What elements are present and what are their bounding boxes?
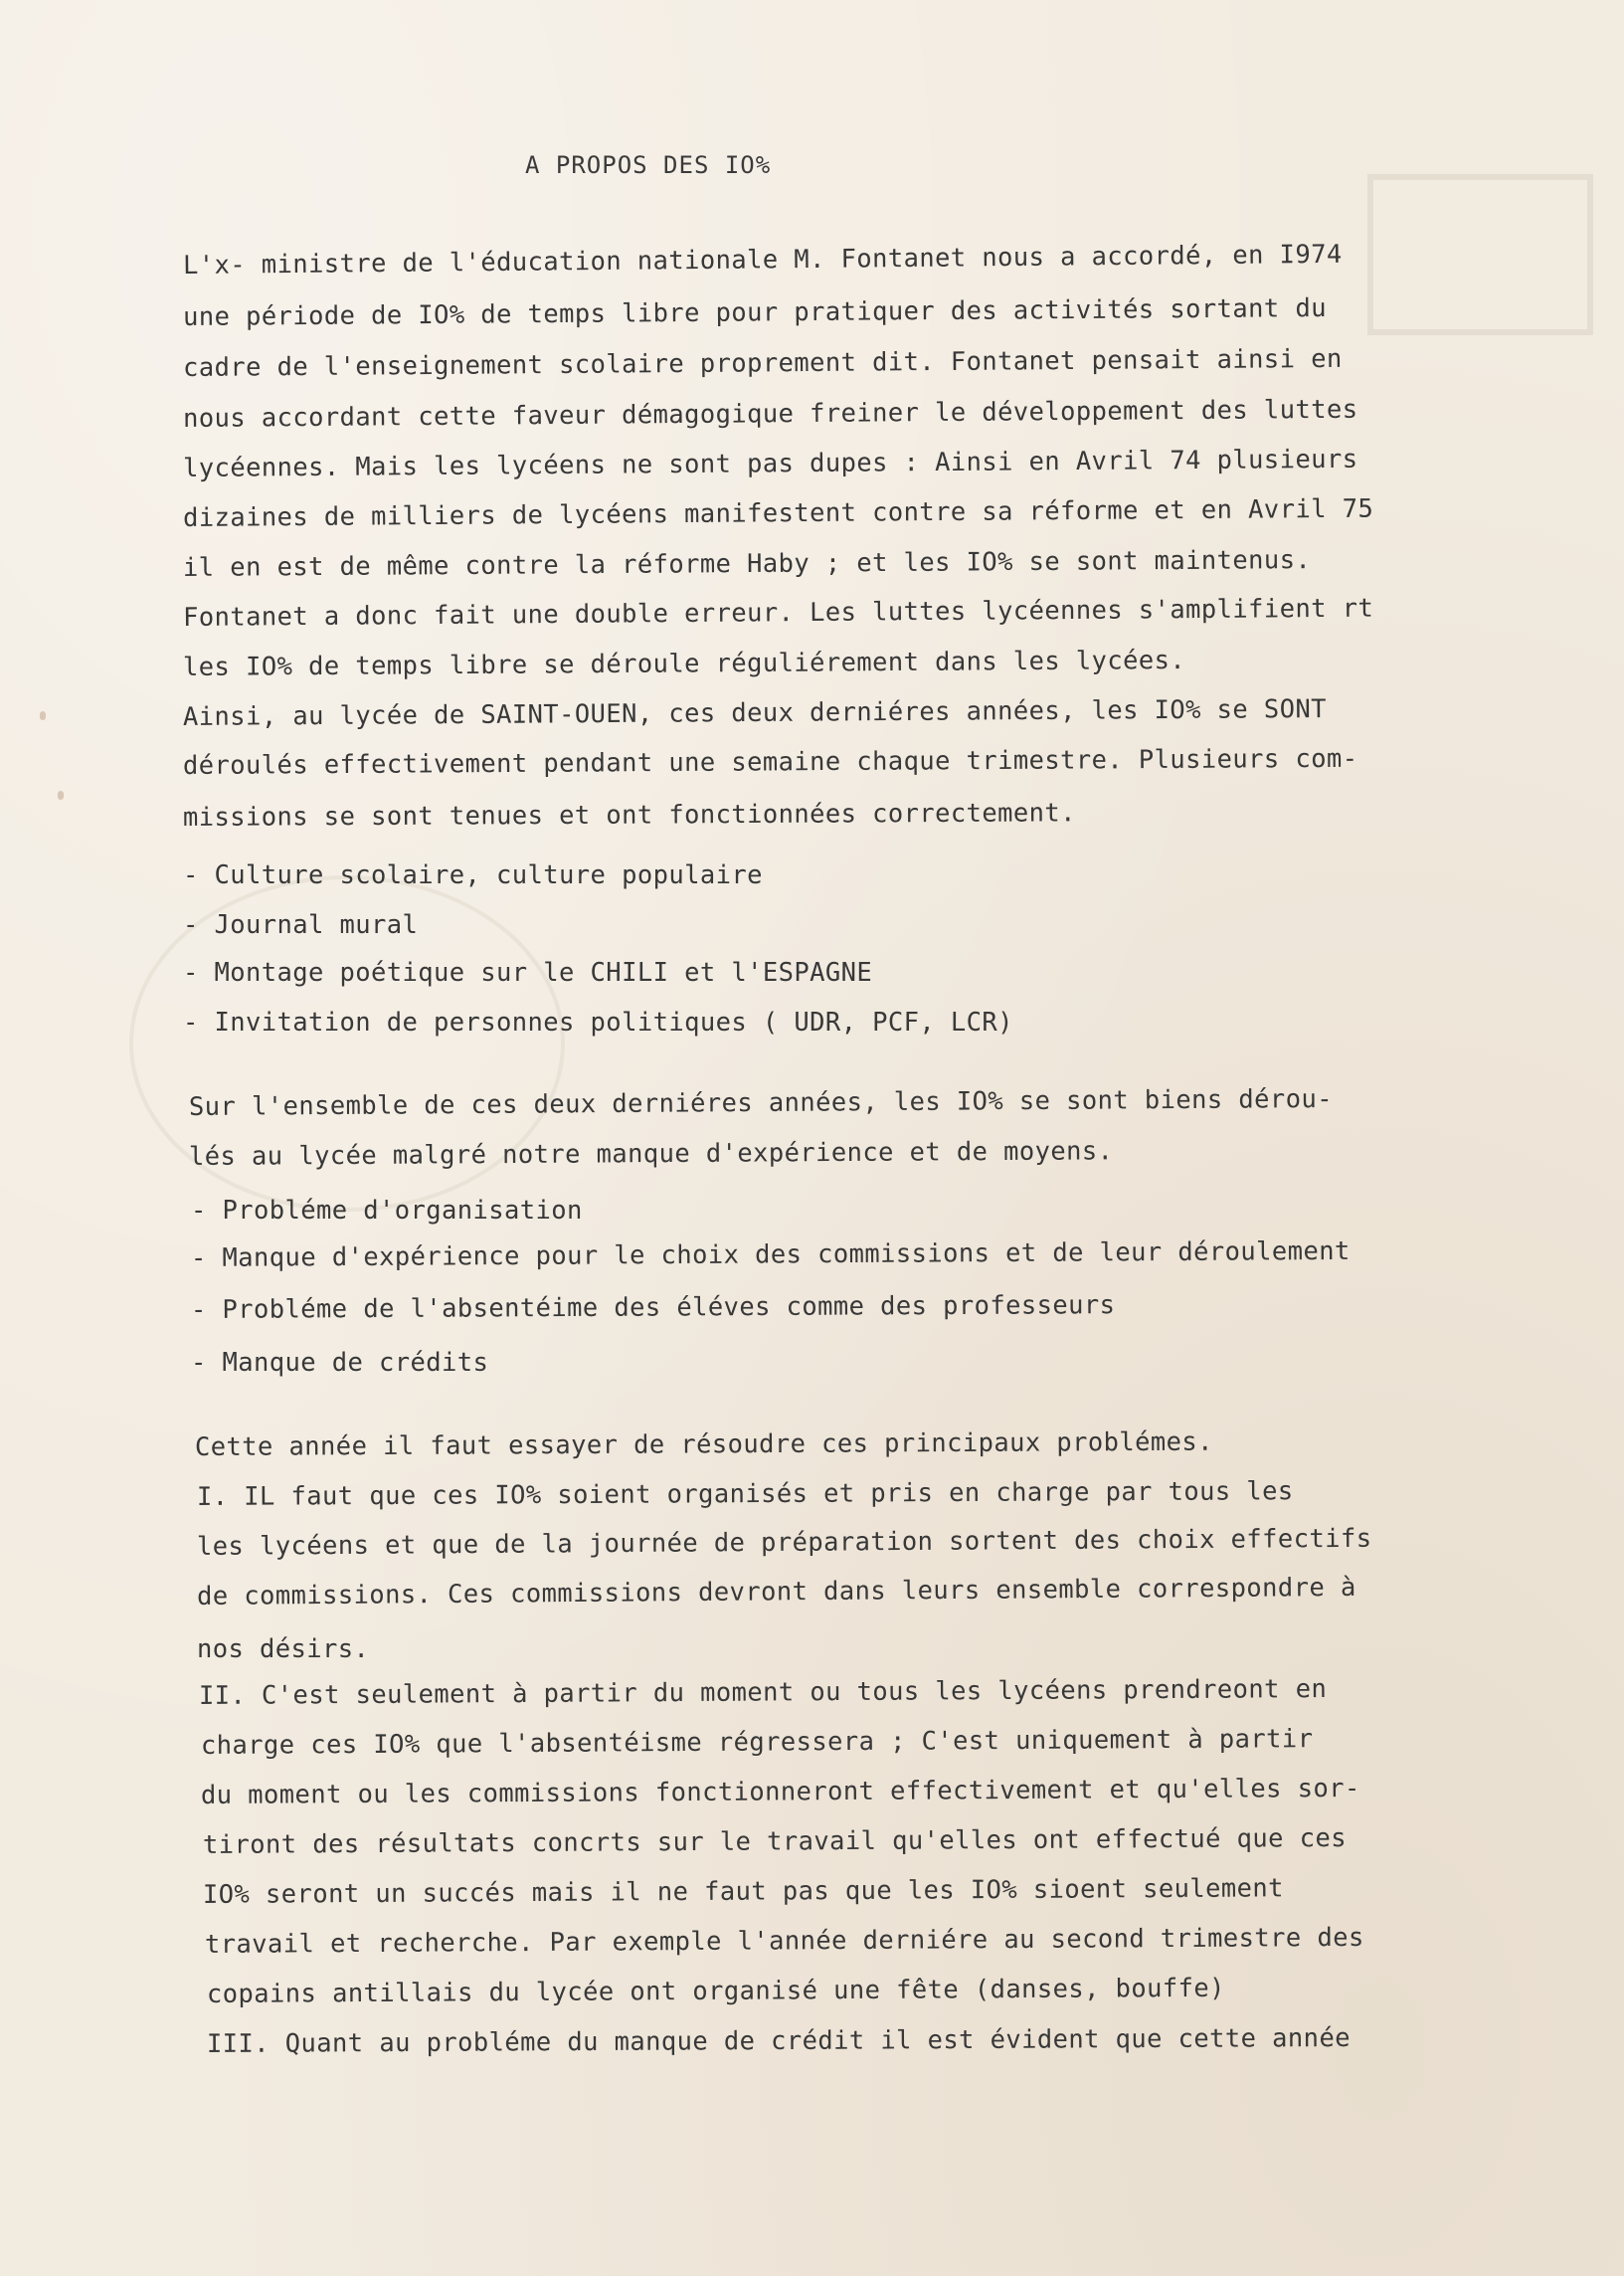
list-item: - Manque d'expérience pour le choix des commissions et de leur déroulement <box>190 1235 1351 1273</box>
text-line: Fontanet a donc fait une double erreur. Les luttes lycéennes s'amplifient rt <box>182 593 1374 633</box>
text-line: nos désirs. <box>197 1634 370 1664</box>
text-line: cadre de l'enseignement scolaire proprement dit. Fontanet pensait ainsi en <box>182 343 1343 383</box>
text-line: III. Quant au probléme du manque de crédit il est évident que cette année <box>206 2022 1351 2059</box>
text-line: les lycéens et que de la journée de préparation sortent des choix effectifs <box>196 1523 1372 1562</box>
list-item: - Invitation de personnes politiques ( UDR, PCF, LCR) <box>183 1008 1013 1038</box>
text-line: lés au lycée malgré notre manque d'expérience et de moyens. <box>188 1136 1114 1172</box>
text-line: nous accordant cette faveur démagogique freiner le développement des luttes <box>182 394 1358 434</box>
text-line: déroulés effectivement pendant une semaine chaque trimestre. Plusieurs com- <box>182 743 1358 781</box>
text-line: Ainsi, au lycée de SAINT-OUEN, ces deux derniéres années, les IO% se SONT <box>182 693 1327 732</box>
text-line: du moment ou les commissions fonctionneront effectivement et qu'elles sor- <box>200 1773 1360 1810</box>
list-item: - Culture scolaire, culture populaire <box>183 860 763 890</box>
text-line: Cette année il faut essayer de résoudre ces principaux problémes. <box>194 1426 1213 1462</box>
list-item: - Manque de crédits <box>191 1348 489 1378</box>
text-line: il en est de même contre la réforme Haby ; et les IO% se sont maintenus. <box>182 545 1312 583</box>
paper-mark <box>40 711 46 720</box>
list-item: - Probléme d'organisation <box>191 1196 583 1226</box>
text-line: II. C'est seulement à partir du moment ou tous les lycéens prendreont en <box>198 1674 1328 1711</box>
list-item: - Journal mural <box>183 910 419 940</box>
text-line: une période de IO% de temps libre pour pratiquer des activités sortant du <box>182 292 1328 332</box>
text-line: IO% seront un succés mais il ne faut pas que les IO% sioent seulement <box>202 1873 1284 1910</box>
text-line: les IO% de temps libre se déroule réguliérement dans les lycées. <box>182 645 1186 682</box>
page-title: A PROPOS DES IO% <box>525 151 772 179</box>
text-line: missions se sont tenues et ont fonctionnées correctement. <box>182 798 1076 833</box>
text-line: travail et recherche. Par exemple l'année derniére au second trimestre des <box>204 1922 1364 1960</box>
text-line: lycéennes. Mais les lycéens ne sont pas dupes : Ainsi en Avril 74 plusieurs <box>182 444 1358 483</box>
text-line: copains antillais du lycée ont organisé une fête (danses, bouffe) <box>206 1973 1225 2009</box>
list-item: - Probléme de l'absentéime des éléves comme des professeurs <box>190 1290 1116 1325</box>
list-item: - Montage poétique sur le CHILI et l'ESPAGNE <box>183 958 873 988</box>
text-line: I. IL faut que ces IO% soient organisés et pris en charge par tous les <box>196 1476 1294 1512</box>
paper-mark <box>58 791 64 800</box>
text-line: charge ces IO% que l'absentéisme régressera ; C'est uniquement à partir <box>200 1724 1314 1761</box>
text-line: L'x- ministre de l'éducation nationale M. Fontanet nous a accordé, en I974 <box>182 239 1343 281</box>
text-line: tiront des résultats concrts sur le travail qu'elles ont effectué que ces <box>202 1822 1347 1860</box>
text-line: Sur l'ensemble de ces deux derniéres années, les IO% se sont biens dérou- <box>188 1083 1333 1122</box>
text-line: de commissions. Ces commissions devront dans leurs ensemble correspondre à <box>196 1572 1356 1612</box>
text-line: dizaines de milliers de lycéens manifestent contre sa réforme et en Avril 75 <box>182 493 1374 533</box>
